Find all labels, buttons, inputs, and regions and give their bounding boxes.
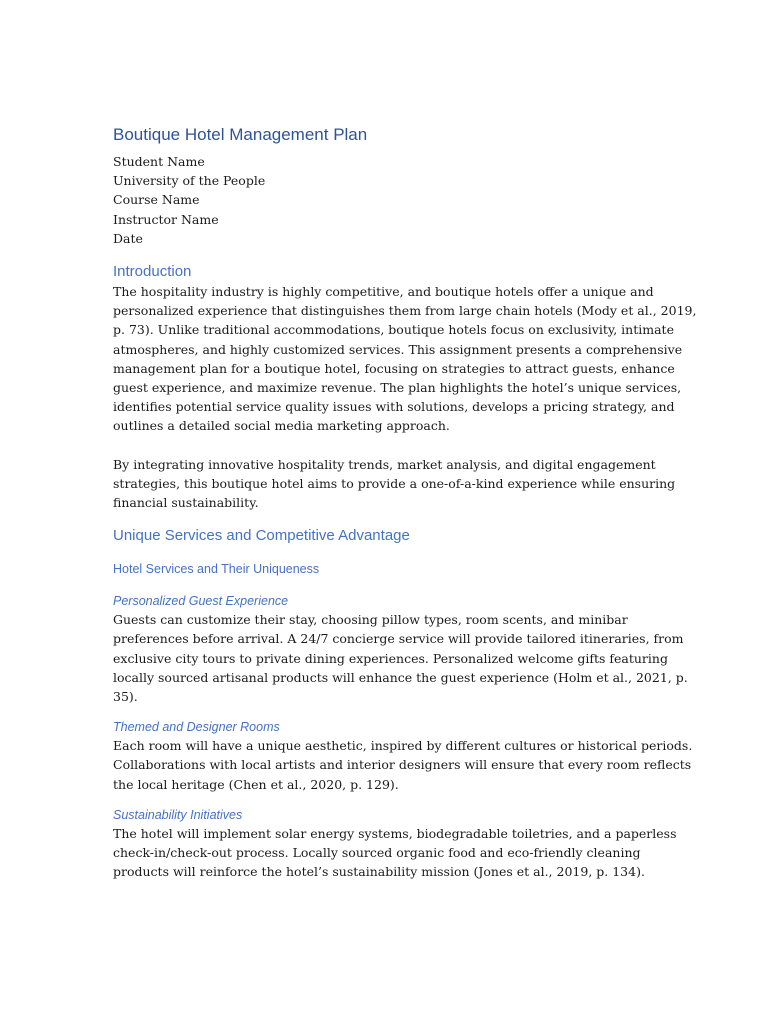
personalized-experience-heading: Personalized Guest Experience [113, 594, 289, 609]
text-line: Guests can customize their stay, choosing pillow types, room scents, and minibar [113, 612, 628, 628]
text-line: p. 73). Unlike traditional accommodations, boutique hotels focus on exclusivity, intimate [113, 322, 674, 338]
date-line: Date [113, 230, 143, 246]
text-line: The hotel will implement solar energy systems, biodegradable toiletries, and a paperless [113, 825, 677, 841]
hotel-services-subheading: Hotel Services and Their Uniqueness [113, 562, 320, 577]
text-line: locally sourced artisanal products will enhance the guest experience (Holm et al., 2021, p. [113, 669, 688, 685]
text-line: management plan for a boutique hotel, focusing on strategies to attract guests, enhance [113, 360, 675, 376]
title-block [113, 152, 653, 248]
university-name: University of the People [113, 173, 266, 189]
text-line: Each room will have a unique aesthetic, inspired by different cultures or historical periods. [113, 738, 693, 754]
personalized-experience-paragraph [113, 610, 688, 706]
text-line: products will reinforce the hotel’s sustainability mission (Jones et al., 2019, p. 134). [113, 864, 645, 880]
themed-rooms-paragraph [113, 736, 693, 794]
text-line: personalized experience that distinguishes them from large chain hotels (Mody et al., 2019, [113, 303, 697, 319]
text-line: identifies potential service quality issues with solutions, develops a pricing strategy, and [113, 399, 675, 415]
text-line: preferences before arrival. A 24/7 concierge service will provide tailored itineraries, from [113, 631, 684, 647]
sustainability-heading: Sustainability Initiatives [113, 807, 243, 822]
text-line: exclusive city tours to private dining experiences. Personalized welcome gifts featuring [113, 650, 668, 666]
text-line: strategies, this boutique hotel aims to provide a one-of-a-kind experience while ensuring [113, 475, 676, 491]
introduction-paragraph-1 [113, 282, 697, 436]
text-line: guest experience, and maximize revenue. The plan highlights the hotel’s unique services, [113, 380, 682, 396]
document-page [113, 124, 697, 881]
text-line: check-in/check-out process. Locally sourced organic food and eco-friendly cleaning [113, 845, 641, 861]
text-line: atmospheres, and highly customized services. This assignment presents a comprehensive [113, 341, 683, 357]
text-line: 35). [113, 689, 138, 705]
text-line: The hospitality industry is highly competitive, and boutique hotels offer a unique and [113, 284, 654, 300]
instructor-name: Instructor Name [113, 211, 219, 227]
text-line: outlines a detailed social media marketing approach. [113, 418, 450, 434]
document-title: Boutique Hotel Management Plan [113, 125, 368, 144]
text-line: Collaborations with local artists and interior designers will ensure that every room reflects [113, 757, 692, 773]
introduction-paragraph-2 [113, 455, 676, 513]
course-name: Course Name [113, 192, 200, 208]
themed-rooms-heading: Themed and Designer Rooms [113, 720, 280, 735]
text-line: the local heritage (Chen et al., 2020, p. 129). [113, 776, 399, 792]
student-name: Student Name [113, 154, 205, 169]
unique-services-heading: Unique Services and Competitive Advantage [113, 527, 410, 545]
text-line: By integrating innovative hospitality trends, market analysis, and digital engagement [113, 456, 656, 472]
introduction-heading: Introduction [113, 263, 192, 281]
text-line: financial sustainability. [113, 495, 259, 511]
sustainability-paragraph [113, 824, 677, 882]
